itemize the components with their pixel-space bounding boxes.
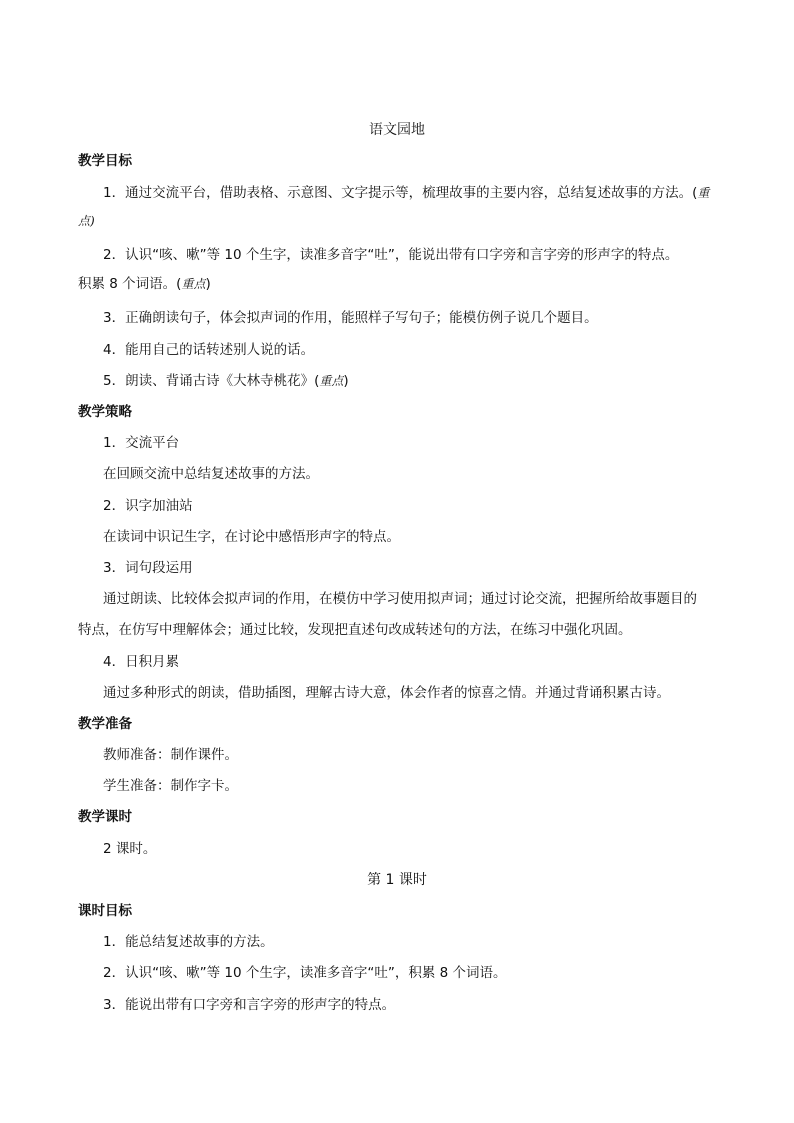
strategy-3-text: 通过朗读、比较体会拟声词的作用，在模仿中学习使用拟声词；通过讨论交流，把握所给故事题目的 <box>103 591 697 607</box>
goal-item-3: 3．正确朗读句子，体会拟声词的作用，能照样子写句子；能模仿例子说几个题目。 <box>103 310 598 326</box>
prep-student: 学生准备：制作字卡。 <box>103 778 238 794</box>
goal-item-2-note: 重点 <box>181 277 206 291</box>
lesson-1-goal-1: 1．能总结复述故事的方法。 <box>103 934 274 950</box>
goal-item-5-close: ) <box>343 373 349 389</box>
goal-item-1-note-cont: 点) <box>78 214 95 228</box>
goal-item-5 <box>103 372 349 390</box>
strategy-1-title: 1．交流平台 <box>103 435 180 451</box>
lesson-1-title: 第 1 课时 <box>367 872 427 888</box>
prep-heading: 教学准备 <box>78 716 132 732</box>
goal-item-2-close: ) <box>205 276 211 292</box>
prep-teacher: 教师准备：制作课件。 <box>103 747 238 763</box>
strategy-heading: 教学策略 <box>78 404 132 420</box>
goal-item-1-text: 1．通过交流平台，借助表格、示意图、文字提示等，梳理故事的主要内容，总结复述故事的方法。( <box>103 185 698 201</box>
goal-item-5-note: 重点 <box>319 374 344 388</box>
lesson-1-goal-3: 3．能说出带有口字旁和言字旁的形声字的特点。 <box>103 997 396 1013</box>
page-title: 语文园地 <box>369 122 425 138</box>
lesson-1-goal-2: 2．认识“咳、嗽”等 10 个生字，读准多音字“吐”，积累 8 个词语。 <box>103 965 507 981</box>
strategy-3-text-continued: 特点，在仿写中理解体会；通过比较，发现把直述句改成转述句的方法，在练习中强化巩固。 <box>78 622 632 638</box>
goal-item-1-note: 重 <box>697 186 710 200</box>
goal-item-1 <box>103 184 709 202</box>
strategy-1-text: 在回顾交流中总结复述故事的方法。 <box>103 466 319 482</box>
goal-item-1-continued <box>78 212 95 230</box>
hours-heading: 教学课时 <box>78 809 132 825</box>
goal-item-2-text: 积累 8 个词语。( <box>78 276 182 292</box>
goal-item-4: 4．能用自己的话转述别人说的话。 <box>103 342 315 358</box>
lesson-1-heading: 课时目标 <box>78 903 132 919</box>
goal-item-2: 2．认识“咳、嗽”等 10 个生字，读准多音字“吐”，能说出带有口字旁和言字旁的形声字的特点。 <box>103 247 679 263</box>
strategy-4-title: 4．日积月累 <box>103 654 180 670</box>
hours-text: 2 课时。 <box>103 841 157 857</box>
goals-heading: 教学目标 <box>78 153 132 169</box>
strategy-3-title: 3．词句段运用 <box>103 560 193 576</box>
strategy-4-text: 通过多种形式的朗读，借助插图，理解古诗大意，体会作者的惊喜之情。并通过背诵积累古诗。 <box>103 685 670 701</box>
strategy-2-text: 在读词中识记生字，在讨论中感悟形声字的特点。 <box>103 529 400 545</box>
strategy-2-title: 2．识字加油站 <box>103 498 193 514</box>
goal-item-5-text: 5．朗读、背诵古诗《大林寺桃花》( <box>103 373 320 389</box>
goal-item-2-continued <box>78 275 211 293</box>
